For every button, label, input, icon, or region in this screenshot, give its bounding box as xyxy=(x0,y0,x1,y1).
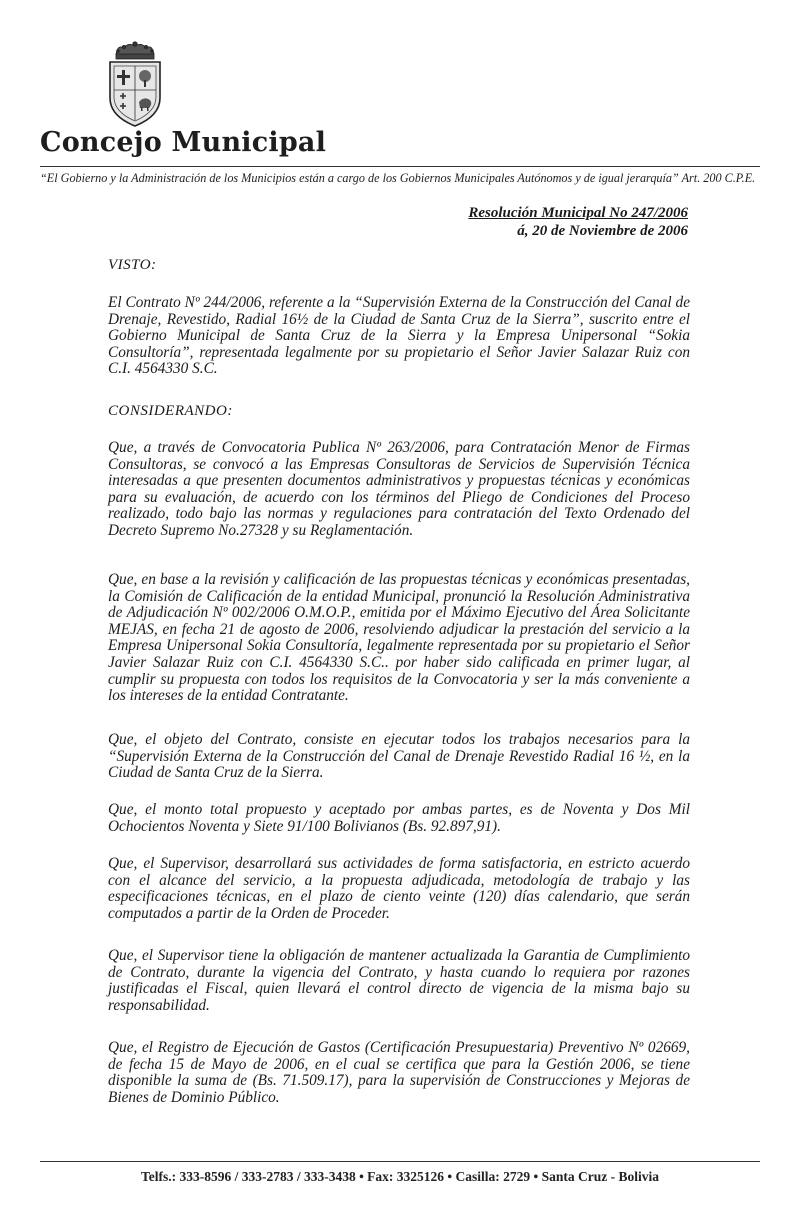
visto-heading: VISTO: xyxy=(108,257,157,273)
resolution-date: á, 20 de Noviembre de 2006 xyxy=(517,223,688,239)
footer-divider xyxy=(40,1161,760,1162)
considerando-paragraph-2: Que, en base a la revisión y calificación de las propuestas técnicas y económicas presentadas, la Comisión de Calificación de la entidad Municipal, pronunció la Resolución Administrativa de Adjudicación Nº 002/2006 O.M.O.P., emitida por el Máximo Ejecutivo del Área Solicitante MEJAS, en fecha 21 de agosto de 2006, resolviendo adjudicar la prestación del servicio a la Empresa Unipersonal Sokia Consultoría, legalmente representada por su propietario el Señor Javier Salazar Ruiz con C.I. 4564330 S.C.. por haber sido calificada en primer lugar, al cumplir su propuesta con todos los requisitos de la Convocatoria y ser la más conveniente a los intereses de la entidad Contratante. xyxy=(108,571,690,705)
considerando-paragraph-6: Que, el Supervisor tiene la obligación de mantener actualizada la Garantia de Cumplimiento de Contrato, durante la vigencia del Contrato, y hasta cuando lo requiera por razones justificadas el Fiscal, quien llevará el control directo de vigencia de la misma bajo su responsabilidad. xyxy=(108,947,690,1014)
considerando-paragraph-3: Que, el objeto del Contrato, consiste en ejecutar todos los trabajos necesarios para la “Supervisión Externa de la Construcción del Canal de Drenaje Revestido Radial 16 ½, en la Ciudad de Santa Cruz de la Sierra. xyxy=(108,731,690,782)
resolution-title: Resolución Municipal No 247/2006 xyxy=(468,205,688,221)
considerando-heading: CONSIDERANDO: xyxy=(108,403,233,419)
considerando-paragraph-4: Que, el monto total propuesto y aceptado por ambas partes, es de Noventa y Dos Mil Ochocientos Noventa y Siete 91/100 Bolivianos (Bs. 92.897,91). xyxy=(108,801,690,835)
footer-contact: Telfs.: 333-8596 / 333-2783 / 333-3438 • Fax: 3325126 • Casilla: 2729 • Santa Cruz - Bolivia xyxy=(140,1169,660,1184)
considerando-paragraph-5: Que, el Supervisor, desarrollará sus actividades de forma satisfactoria, en estricto acuerdo con el alcance del servicio, a la propuesta adjudicada, metodología de trabajo y las especificaciones técnicas, en el plazo de ciento veinte (120) días calendario, que serán computados a partir de la Orden de Proceder. xyxy=(108,855,690,922)
header-divider xyxy=(40,166,760,167)
organization-name: Concejo Municipal xyxy=(40,127,327,158)
considerando-paragraph-1: Que, a través de Convocatoria Publica Nº 263/2006, para Contratación Menor de Firmas Consultoras, se convocó a las Empresas Consultoras de Servicios de Supervisión Técnica interesadas a que presenten documentos administrativos y propuestas técnicas y económicas para su evaluación, de acuerdo con los términos del Pliego de Condiciones del Proceso realizado, todo bajo las normas y regulaciones para contratación del Texto Ordenado del Decreto Supremo No.27328 y su Reglamentación. xyxy=(108,439,690,539)
header-motto: “El Gobierno y la Administración de los Municipios están a cargo de los Gobiernos Municipales Autónomos y de igual jerarquía” Art. 200 C.P.E. xyxy=(40,171,756,185)
coat-of-arms-logo xyxy=(104,40,166,132)
considerando-paragraph-7: Que, el Registro de Ejecución de Gastos (Certificación Presupuestaria) Preventivo Nº 02669, de fecha 15 de Mayo de 2006, en el cual se certifica que para la Gestión 2006, se tiene disponible la suma de (Bs. 71.509.17), para la supervisión de Construcciones y Mejoras de Bienes de Dominio Público. xyxy=(108,1039,690,1106)
visto-paragraph: El Contrato Nº 244/2006, referente a la “Supervisión Externa de la Construcción del Canal de Drenaje, Revestido, Radial 16½ de la Ciudad de Santa Cruz de la Sierra”, suscrito entre el Gobierno Municipal de Santa Cruz de la Sierra y la Empresa Unipersonal “Sokia Consultoría”, representada legalmente por su propietario el Señor Javier Salazar Ruiz con C.I. 4564330 S.C. xyxy=(108,294,690,378)
